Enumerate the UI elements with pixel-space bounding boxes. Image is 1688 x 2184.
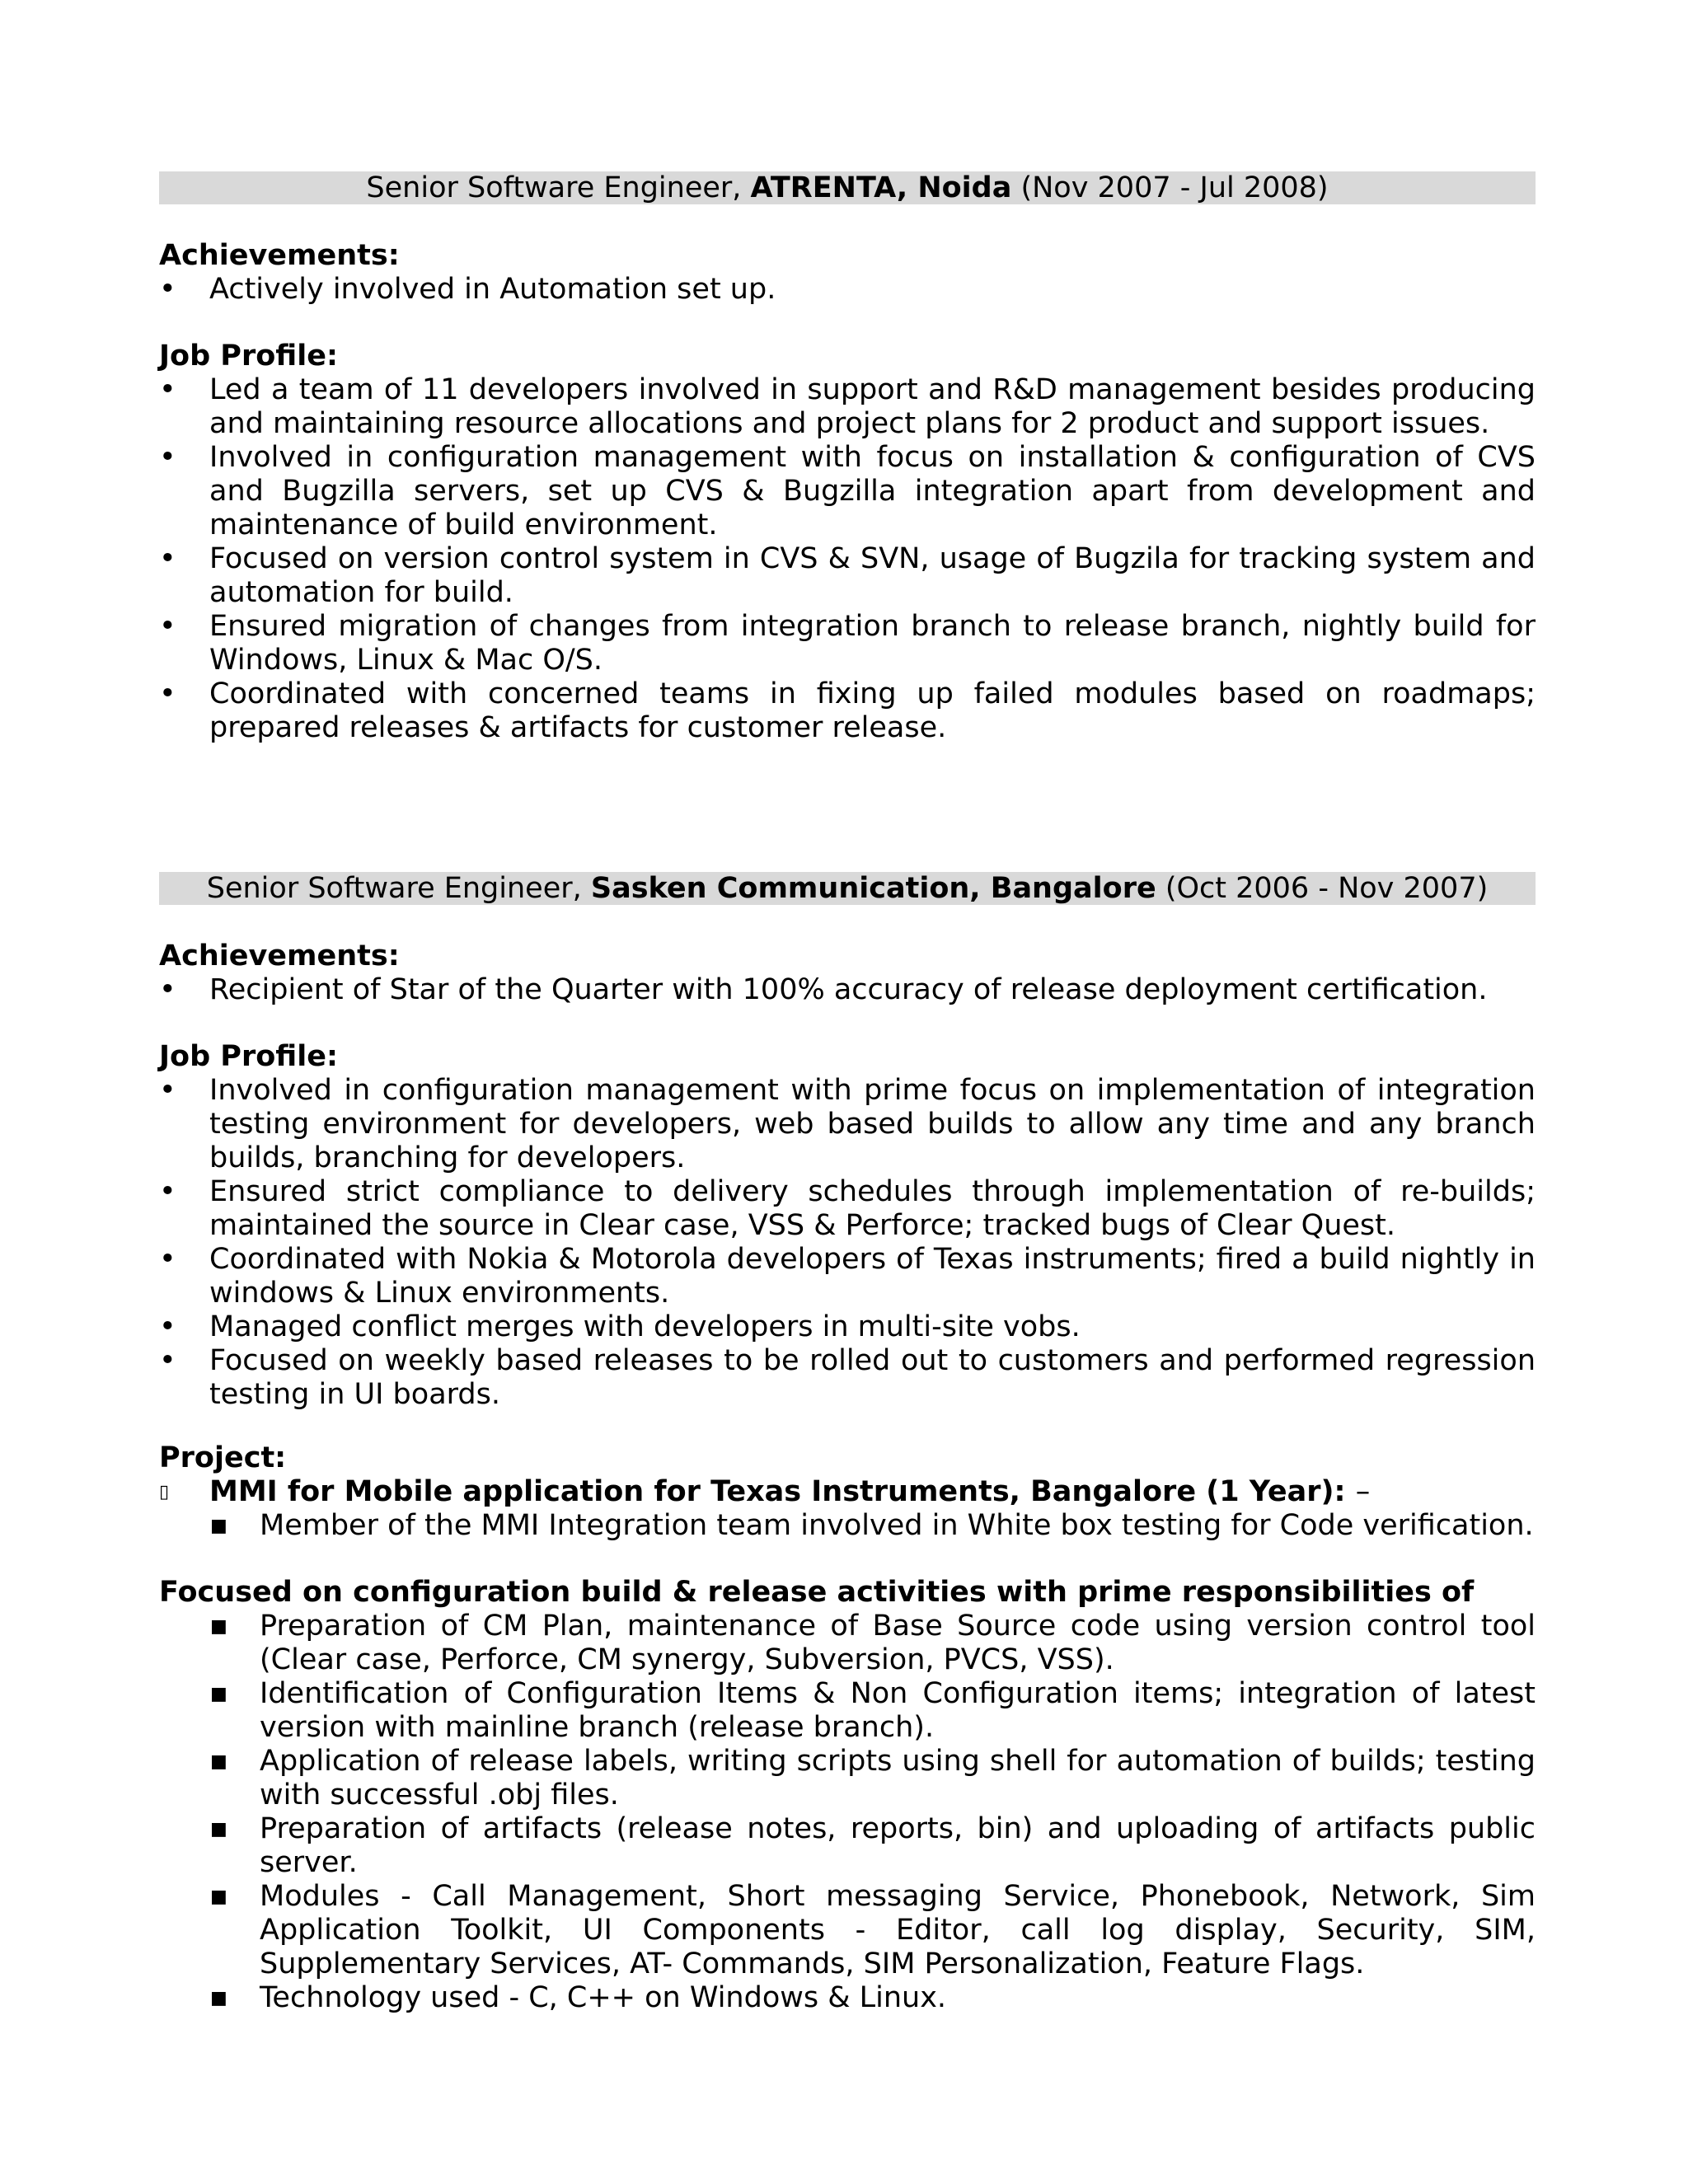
job-profile-list xyxy=(159,1074,1536,1412)
list-item: ■ Preparation of artifacts (release notes, reports, bin) and uploading of artifacts public server. xyxy=(210,1812,1536,1879)
bullet-dot-icon: • xyxy=(159,610,176,643)
list-item: • Involved in configuration management with prime focus on implementation of integration testing environment for developers, web based builds to allow any time and any branch builds, branching for developers. xyxy=(159,1074,1536,1174)
bullet-dot-icon: • xyxy=(159,677,176,710)
list-item: • Managed conflict merges with developers in multi-site vobs. xyxy=(159,1310,1081,1343)
square-bullet-icon: ■ xyxy=(210,1516,227,1536)
bullet-dot-icon: • xyxy=(159,273,176,306)
job-period: (Oct 2006 - Nov 2007) xyxy=(1156,872,1489,905)
list-item: • Ensured strict compliance to delivery schedules through implementation of re-builds; maintained the source in Clear case, VSS & Perforce; tracked bugs of Clear Quest. xyxy=(159,1175,1536,1242)
job-header-sasken xyxy=(159,872,1536,905)
bullet-dot-icon: • xyxy=(159,441,176,474)
list-item: ■ Technology used - C, C++ on Windows & Linux. xyxy=(210,1981,947,2014)
square-bullet-icon: ■ xyxy=(210,1616,227,1637)
job-header-atrenta xyxy=(159,171,1536,204)
project-heading: Project: xyxy=(159,1441,287,1474)
job-profile-heading: Job Profile: xyxy=(159,1040,338,1073)
achievements-heading: Achievements: xyxy=(159,239,400,272)
bullet-dot-icon: • xyxy=(159,1310,176,1343)
job-period: (Nov 2007 - Jul 2008) xyxy=(1011,171,1329,204)
list-item: ■ Modules - Call Management, Short messaging Service, Phonebook, Network, Sim Application Toolkit, UI Components - Editor, call log display, Security, SIM, Supplementary Services, AT- Commands, SIM Personalization, Feature Flags. xyxy=(210,1880,1536,1980)
bullet-dot-icon: • xyxy=(159,373,176,406)
job-company: Sasken Communication, Bangalore xyxy=(590,872,1156,905)
bullet-dot-icon: • xyxy=(159,973,176,1006)
list-item: • Involved in configuration management with focus on installation & configuration of CVS and Bugzilla servers, set up CVS & Bugzilla integration apart from development and maintenance of build environment. xyxy=(159,441,1536,541)
square-bullet-icon: ■ xyxy=(210,1819,227,1840)
list-item: ■ Preparation of CM Plan, maintenance of Base Source code using version control tool (Clear case, Perforce, CM synergy, Subversion, PVCS, VSS). xyxy=(210,1610,1536,1676)
job-profile-heading: Job Profile: xyxy=(159,340,338,373)
focus-items-list xyxy=(159,1610,1536,2015)
bullet-dot-icon: • xyxy=(159,542,176,575)
list-item: • Recipient of Star of the Quarter with 100% accuracy of release deployment certification. xyxy=(159,973,1488,1006)
list-item: • Ensured migration of changes from integration branch to release branch, nightly build for Windows, Linux & Mac O/S. xyxy=(159,610,1536,677)
square-bullet-icon: ■ xyxy=(210,1886,227,1907)
achievements-list xyxy=(159,973,1536,1007)
bullet-dot-icon: • xyxy=(159,1175,176,1208)
list-item: ■ Identification of Configuration Items & Non Configuration items; integration of latest version with mainline branch (release branch). xyxy=(210,1677,1536,1744)
list-item: ■ Member of the MMI Integration team involved in White box testing for Code verification. xyxy=(210,1509,1534,1542)
job-company: ATRENTA, Noida xyxy=(750,171,1012,204)
list-item: • Focused on weekly based releases to be rolled out to customers and performed regression testing in UI boards. xyxy=(159,1344,1536,1411)
missing-glyph-icon: ▯ xyxy=(159,1482,170,1502)
job-role: Senior Software Engineer, xyxy=(366,171,751,204)
square-bullet-icon: ■ xyxy=(210,1751,227,1772)
square-bullet-icon: ■ xyxy=(210,1684,227,1704)
list-item: ■ Application of release labels, writing scripts using shell for automation of builds; testing with successful .obj files. xyxy=(210,1745,1536,1811)
list-item: • Coordinated with Nokia & Motorola developers of Texas instruments; fired a build nightly in windows & Linux environments. xyxy=(159,1243,1536,1310)
list-item: • Actively involved in Automation set up. xyxy=(159,273,776,306)
bullet-dot-icon: • xyxy=(159,1344,176,1377)
focus-heading: Focused on configuration build & release activities with prime responsibilities of xyxy=(159,1576,1475,1609)
square-bullet-icon: ■ xyxy=(210,1988,227,2008)
achievements-list xyxy=(159,273,1536,307)
job-profile-list xyxy=(159,373,1536,745)
project-items-list xyxy=(159,1509,1536,1543)
list-item: • Focused on version control system in CVS & SVN, usage of Bugzila for tracking system and automation for build. xyxy=(159,542,1536,609)
bullet-dot-icon: • xyxy=(159,1243,176,1276)
bullet-dot-icon: • xyxy=(159,1074,176,1107)
list-item: • Led a team of 11 developers involved in support and R&D management besides producing and maintaining resource allocations and project plans for 2 product and support issues. xyxy=(159,373,1536,440)
achievements-heading: Achievements: xyxy=(159,940,400,972)
job-role: Senior Software Engineer, xyxy=(206,872,591,905)
list-item: • Coordinated with concerned teams in fixing up failed modules based on roadmaps; prepared releases & artifacts for customer release. xyxy=(159,677,1536,744)
